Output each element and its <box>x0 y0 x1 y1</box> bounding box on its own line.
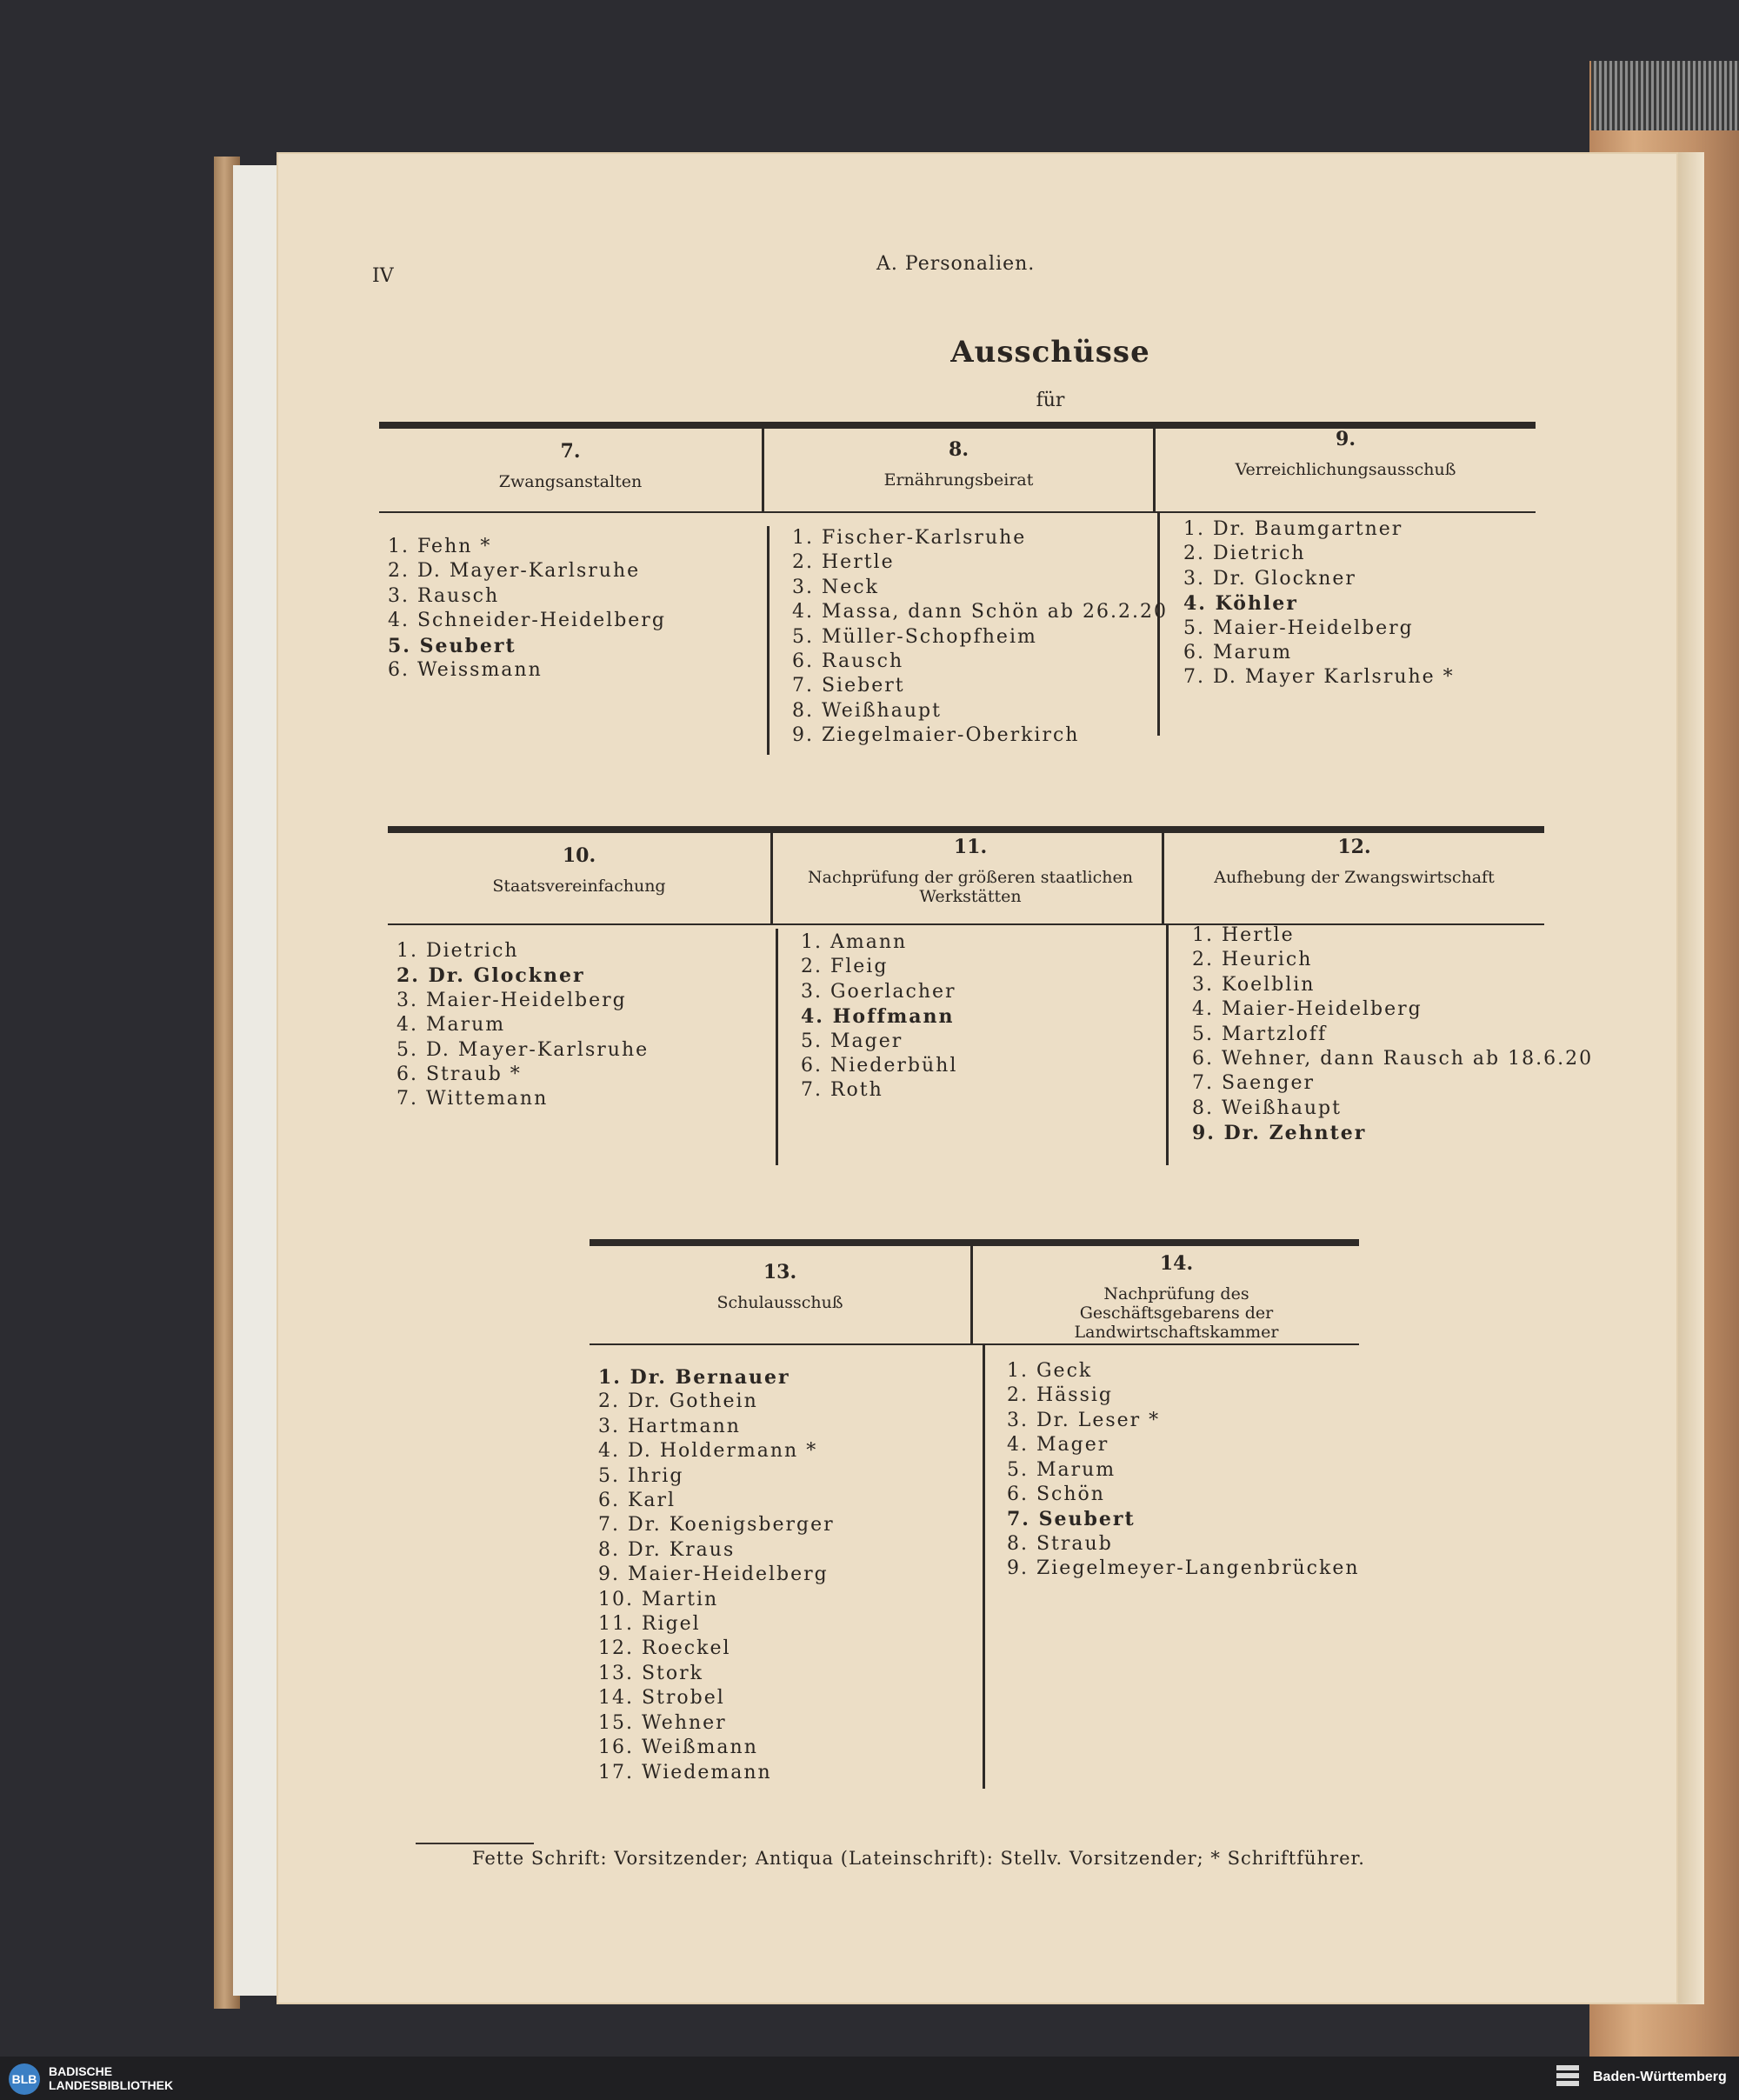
column-divider <box>983 1345 985 1789</box>
column-divider <box>970 1246 973 1343</box>
committee-member: 1. Geck <box>1007 1360 1093 1382</box>
committee-12-number: 12. <box>1337 836 1371 858</box>
committee-member: 9. Maier-Heidelberg <box>598 1563 829 1586</box>
committee-10-name: Staatsvereinfachung <box>492 877 666 897</box>
committee-member: 5. Maier-Heidelberg <box>1183 617 1414 639</box>
committee-member: 2. Dr. Glockner <box>396 964 585 988</box>
committee-13-number: 13. <box>763 1261 797 1283</box>
committee-member: 1. Dr. Bernauer <box>598 1366 790 1389</box>
library-name-line-1: BADISCHE <box>49 2064 113 2078</box>
committee-member: 9. Ziegelmeyer-Langenbrücken <box>1007 1557 1360 1580</box>
committee-member: 4. D. Holdermann * <box>598 1440 818 1463</box>
committee-member: 9. Ziegelmaier-Oberkirch <box>792 724 1080 747</box>
footnote: Fette Schrift: Vorsitzender; Antiqua (Lateinschrift): Stellv. Vorsitzender; * Schriftführer. <box>472 1848 1365 1869</box>
committee-10-members <box>396 939 649 1112</box>
committee-member: 3. Rausch <box>388 584 500 607</box>
committee-11-number: 11. <box>953 836 988 858</box>
column-divider <box>1166 925 1169 1165</box>
committee-member: 1. Hertle <box>1192 924 1295 946</box>
committee-member: 12. Roeckel <box>598 1637 731 1660</box>
committee-member: 4. Massa, dann Schön ab 26.2.20 <box>792 601 1168 623</box>
committee-8-name: Ernährungsbeirat <box>883 470 1034 490</box>
committee-member: 4. Köhler <box>1183 592 1298 616</box>
committee-13-header <box>590 1262 970 1313</box>
committee-9-number: 9. <box>1336 428 1356 450</box>
committee-member: 9. Dr. Zehnter <box>1192 1122 1367 1145</box>
running-head: A. Personalien. <box>876 253 1036 275</box>
committee-member: 6. Schön <box>1007 1483 1105 1506</box>
committee-member: 7. Dr. Koenigsberger <box>598 1514 835 1537</box>
committee-11-name: Nachprüfung der größeren staatlichen Werkstätten <box>808 868 1133 907</box>
committee-member: 6. Karl <box>598 1490 676 1512</box>
committee-member: 7. D. Mayer Karlsruhe * <box>1183 666 1455 689</box>
committee-member: 14. Strobel <box>598 1687 725 1710</box>
viewer-footer-bar <box>0 2057 1739 2100</box>
committee-member: 6. Rausch <box>792 650 904 673</box>
committee-member: 2. D. Mayer-Karlsruhe <box>388 560 641 583</box>
committee-7-members <box>388 535 666 683</box>
committee-member: 3. Dr. Glockner <box>1183 567 1356 590</box>
table-top-rule <box>388 826 1544 833</box>
committee-member: 6. Marum <box>1183 642 1293 664</box>
committee-member: 16. Weißmann <box>598 1737 758 1759</box>
committee-member: 4. Mager <box>1007 1434 1109 1457</box>
library-name-line-2: LANDESBIBLIOTHEK <box>49 2078 174 2092</box>
state-name: Baden-Württemberg <box>1593 2070 1727 2084</box>
footnote-rule <box>416 1843 534 1844</box>
committee-member: 2. Dietrich <box>1183 543 1306 565</box>
committee-member: 3. Maier-Heidelberg <box>396 989 627 1011</box>
committee-member: 4. Schneider-Heidelberg <box>388 610 666 632</box>
committee-13-name: Schulausschuß <box>716 1293 843 1313</box>
committee-9-members <box>1183 517 1455 690</box>
committee-member: 1. Dietrich <box>396 940 519 962</box>
committee-member: 8. Dr. Kraus <box>598 1538 736 1561</box>
committee-7-header <box>379 441 762 492</box>
committee-member: 13. Stork <box>598 1662 703 1684</box>
state-coat-of-arms-icon <box>1556 2065 1579 2091</box>
committee-member: 7. Siebert <box>792 675 905 697</box>
committee-member: 2. Fleig <box>801 956 889 978</box>
committee-member: 11. Rigel <box>598 1613 701 1636</box>
committee-member: 4. Marum <box>396 1014 506 1037</box>
committee-member: 5. Marum <box>1007 1458 1116 1481</box>
committee-member: 3. Dr. Leser * <box>1007 1409 1161 1431</box>
committee-member: 5. Mager <box>801 1030 903 1052</box>
committee-14-name: Nachprüfung des Geschäftsgebarens der Landwirtschaftskammer <box>1074 1284 1279 1342</box>
committee-12-name: Aufhebung der Zwangswirtschaft <box>1214 868 1495 888</box>
committee-14-header <box>1024 1253 1329 1343</box>
committee-11-members <box>801 930 957 1103</box>
committee-member: 1. Dr. Baumgartner <box>1183 518 1403 540</box>
committee-member: 1. Amann <box>801 931 908 953</box>
committee-member: 8. Weißhaupt <box>1192 1097 1342 1119</box>
committee-member: 5. D. Mayer-Karlsruhe <box>396 1038 650 1061</box>
committee-member: 7. Roth <box>801 1079 883 1102</box>
committee-8-members <box>792 526 1168 749</box>
committee-member: 5. Seubert <box>388 634 516 657</box>
table-top-rule <box>379 422 1536 429</box>
column-divider <box>770 833 773 924</box>
committee-member: 6. Straub * <box>396 1063 522 1086</box>
table-header-rule <box>590 1343 1359 1345</box>
committee-member: 3. Koelblin <box>1192 973 1316 996</box>
committee-member: 2. Heurich <box>1192 949 1313 971</box>
committee-7-name: Zwangsanstalten <box>498 472 643 492</box>
committee-13-members <box>598 1365 835 1785</box>
page-fold <box>1678 152 1704 2004</box>
committee-member: 15. Wehner <box>598 1711 727 1734</box>
committee-member: 7. Seubert <box>1007 1508 1136 1531</box>
committee-member: 2. Hässig <box>1007 1384 1113 1407</box>
committee-14-members <box>1007 1359 1360 1582</box>
committee-member: 5. Ihrig <box>598 1464 684 1487</box>
committee-9-header <box>1156 429 1536 480</box>
book-page-edges <box>1591 61 1739 130</box>
committee-12-header <box>1164 837 1544 888</box>
library-logo-icon: BLB <box>9 2063 40 2095</box>
committee-member: 4. Maier-Heidelberg <box>1192 998 1423 1021</box>
committee-member: 5. Martzloff <box>1192 1023 1328 1045</box>
committee-9-name: Verreichlichungsausschuß <box>1235 460 1456 480</box>
column-divider <box>776 929 778 1165</box>
page-subtitle: für <box>1036 390 1065 411</box>
committee-member: 2. Hertle <box>792 551 895 574</box>
committee-member: 5. Müller-Schopfheim <box>792 625 1037 648</box>
committee-member: 6. Niederbühl <box>801 1055 958 1077</box>
page-number: IV <box>372 265 394 287</box>
page-title: Ausschüsse <box>950 335 1150 370</box>
committee-member: 8. Weißhaupt <box>792 699 942 722</box>
committee-member: 4. Hoffmann <box>801 1005 955 1029</box>
committee-10-header <box>388 845 770 897</box>
table-top-rule <box>590 1239 1359 1246</box>
committee-member: 3. Goerlacher <box>801 980 956 1003</box>
committee-member: 1. Fischer-Karlsruhe <box>792 527 1027 549</box>
committee-member: 8. Straub <box>1007 1532 1113 1555</box>
committee-8-number: 8. <box>949 438 969 461</box>
committee-12-members <box>1192 923 1593 1146</box>
committee-member: 6. Weissmann <box>388 659 543 682</box>
committee-member: 7. Saenger <box>1192 1072 1315 1095</box>
committee-table-block-3 <box>590 1239 1359 1952</box>
committee-7-number: 7. <box>560 440 581 463</box>
committee-member: 2. Dr. Gothein <box>598 1390 758 1413</box>
committee-member: 7. Wittemann <box>396 1088 549 1110</box>
committee-8-header <box>764 439 1153 490</box>
committee-member: 3. Hartmann <box>598 1415 741 1437</box>
committee-member: 1. Fehn * <box>388 536 492 557</box>
committee-member: 17. Wiedemann <box>598 1761 772 1783</box>
committee-14-number: 14. <box>1159 1252 1194 1275</box>
committee-11-header <box>796 837 1144 907</box>
committee-member: 10. Martin <box>598 1588 719 1610</box>
committee-member: 6. Wehner, dann Rausch ab 18.6.20 <box>1192 1048 1594 1070</box>
committee-10-number: 10. <box>562 844 596 867</box>
column-divider <box>767 526 770 755</box>
document-page <box>277 152 1678 2004</box>
committee-member: 3. Neck <box>792 576 879 598</box>
table-header-rule <box>379 511 1536 513</box>
library-name <box>49 2064 173 2092</box>
